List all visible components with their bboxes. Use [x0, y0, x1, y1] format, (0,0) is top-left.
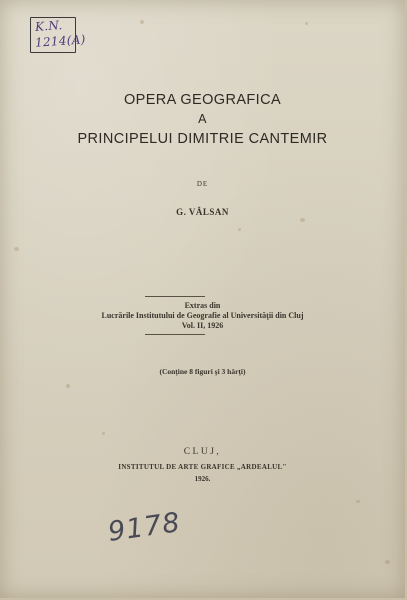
foxing-spot: [140, 20, 144, 24]
foxing-spot: [14, 247, 19, 251]
extract-line-1: Extras din: [184, 301, 221, 310]
foxing-spot: [238, 228, 241, 231]
foxing-spot: [300, 218, 305, 222]
title-line-2: A: [198, 112, 207, 126]
extract-line-2: Lucrările Institutului de Geografie al Universităţii din Cluj: [101, 311, 304, 320]
foxing-spot: [66, 384, 70, 388]
byline-de: DE: [196, 180, 209, 188]
foxing-spot: [305, 22, 308, 25]
extract-line-3: Vol. II, 1926: [181, 321, 224, 330]
catalog-stamp-line-2: 1214(A): [34, 32, 87, 50]
catalog-stamp: [30, 17, 87, 53]
foxing-spot: [356, 500, 360, 503]
title-line-3: PRINCIPELUI DIMITRIE CANTEMIR: [77, 131, 328, 147]
handwritten-inventory-number: 9178: [106, 507, 183, 548]
extract-rule-bottom: [145, 334, 205, 335]
catalog-stamp-line-1: K.N.: [34, 18, 63, 34]
imprint-press: INSTITUTUL DE ARTE GRAFICE „ARDEALUL": [118, 463, 287, 471]
extract-rule-top: [145, 296, 205, 297]
title-line-1: OPERA GEOGRAFICA: [123, 92, 282, 108]
imprint-city: CLUJ,: [183, 447, 222, 457]
foxing-spot: [102, 432, 105, 435]
foxing-spot: [385, 560, 390, 564]
author-name: G. VÂLSAN: [176, 207, 229, 217]
imprint-year: 1926.: [194, 475, 211, 483]
contents-note: (Conţine 8 figuri şi 3 hărţi): [159, 367, 246, 376]
